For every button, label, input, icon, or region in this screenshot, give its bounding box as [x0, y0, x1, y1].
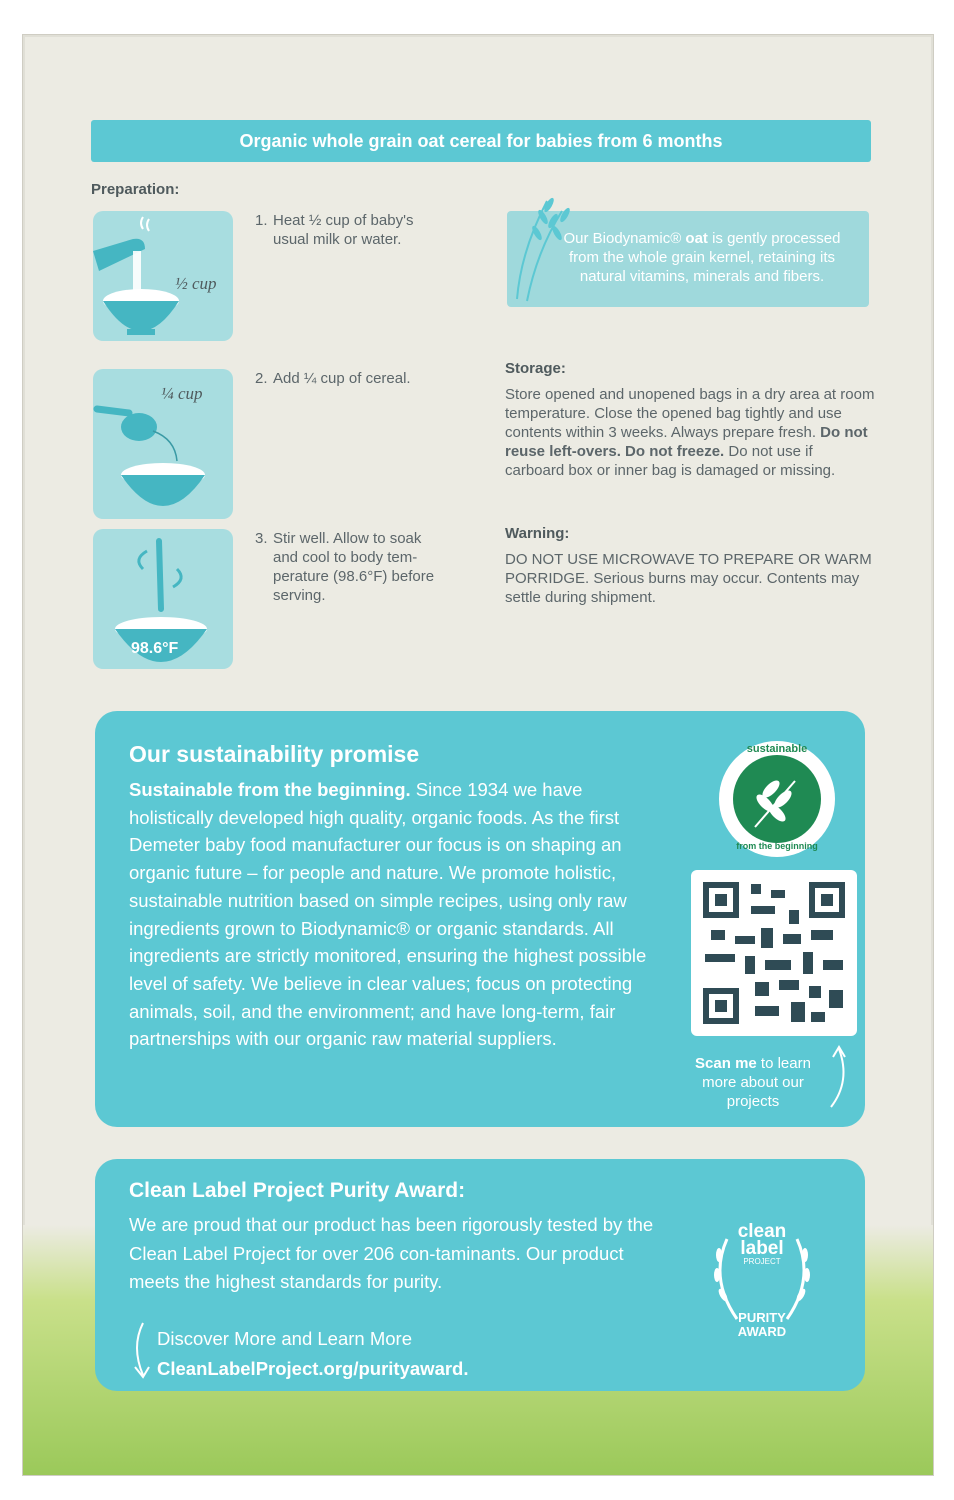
quarter-cup-label: ¼ cup — [161, 384, 203, 403]
sustainability-body: Sustainable from the beginning. Since 1934 we have holistically developed high quality, organic foods. As the first Demeter baby food manufacturer our focus is on shaping an organic future – for people and nature. We promote holistic, sustainable nutrition based on simple recipes, using only raw ingredients grown to Biodynamic® or organic standards. All ingredients are strictly monitored, ensuring the highest possible level of safety. We believe in clear values; focus on protecting animals, soil, and the environment; and have long-term, fair partnerships with our organic raw material suppliers. — [129, 779, 647, 1050]
stir-bowl-icon — [93, 529, 233, 669]
warning-heading: Warning: — [505, 525, 570, 542]
discover-text: Discover More and Learn More — [157, 1328, 412, 1349]
step2-text: 2. Add ¼ cup of cereal. — [255, 370, 411, 387]
add-cereal-icon — [93, 369, 233, 519]
package-back — [22, 34, 934, 1476]
pour-milk-icon — [93, 211, 233, 341]
curved-arrow-down-icon — [129, 1321, 153, 1381]
badge-bottom-text: from the beginning — [736, 841, 818, 851]
warning-text: DO NOT USE MICROWAVE TO PREPARE OR WARM PORRIDGE. Serious burns may occur. Contents may settle during shipment. — [505, 551, 872, 606]
sustainability-title: Our sustainability promise — [129, 741, 420, 767]
clean-label-body: We are proud that our product has been rigorously tested by the Clean Label Project for over 206 con-taminants. Our product meets the highest standards for purity. — [129, 1214, 654, 1292]
preparation-heading: Preparation: — [91, 181, 180, 198]
qr-code-icon — [691, 870, 857, 1036]
clean-label-panel — [95, 1159, 865, 1391]
step3-illustration — [93, 529, 233, 669]
clean-label-title: Clean Label Project Purity Award: — [129, 1179, 466, 1202]
clean-label-url[interactable]: CleanLabelProject.org/purityaward. — [157, 1358, 469, 1379]
clean-label-seal: clean label PROJECT — [737, 1221, 787, 1266]
temperature-label: 98.6°F — [131, 640, 179, 657]
sustainability-panel — [95, 711, 865, 1127]
scan-me-text: Scan me to learn more about our projects — [695, 1055, 811, 1110]
curved-arrow-icon — [825, 1041, 855, 1111]
step1-illustration — [93, 211, 233, 341]
qr-code[interactable] — [691, 870, 857, 1036]
wheat-badge-icon — [719, 741, 835, 857]
oat-info-text: Our Biodynamic® oat is gently processed from the whole grain kernel, retaining its natural vitamins, minerals and fibers. — [563, 230, 841, 285]
step3-text: 3. Stir well. Allow to soak and cool to body tem- perature (98.6°F) before serving. — [255, 530, 435, 604]
sustainable-badge — [719, 741, 835, 857]
half-cup-label: ½ cup — [175, 274, 217, 293]
purity-award-text: PURITY AWARD — [737, 1310, 787, 1339]
step1-text: 1. Heat ½ cup of baby's usual milk or water. — [255, 212, 414, 248]
badge-top-text: sustainable — [746, 743, 808, 755]
top-strip — [0, 0, 954, 30]
storage-text: Store opened and unopened bags in a dry area at room temperature. Close the opened bag tightly and use contents within 3 weeks. Always prepare fresh. Do not reuse left-overs. Do not freeze. Do not use if carboard box or inner bag is damaged or missing. — [505, 386, 875, 479]
product-banner: Organic whole grain oat cereal for babies from 6 months — [91, 120, 871, 162]
step2-illustration — [93, 369, 233, 519]
oat-info-box — [507, 211, 869, 307]
storage-heading: Storage: — [505, 360, 566, 377]
